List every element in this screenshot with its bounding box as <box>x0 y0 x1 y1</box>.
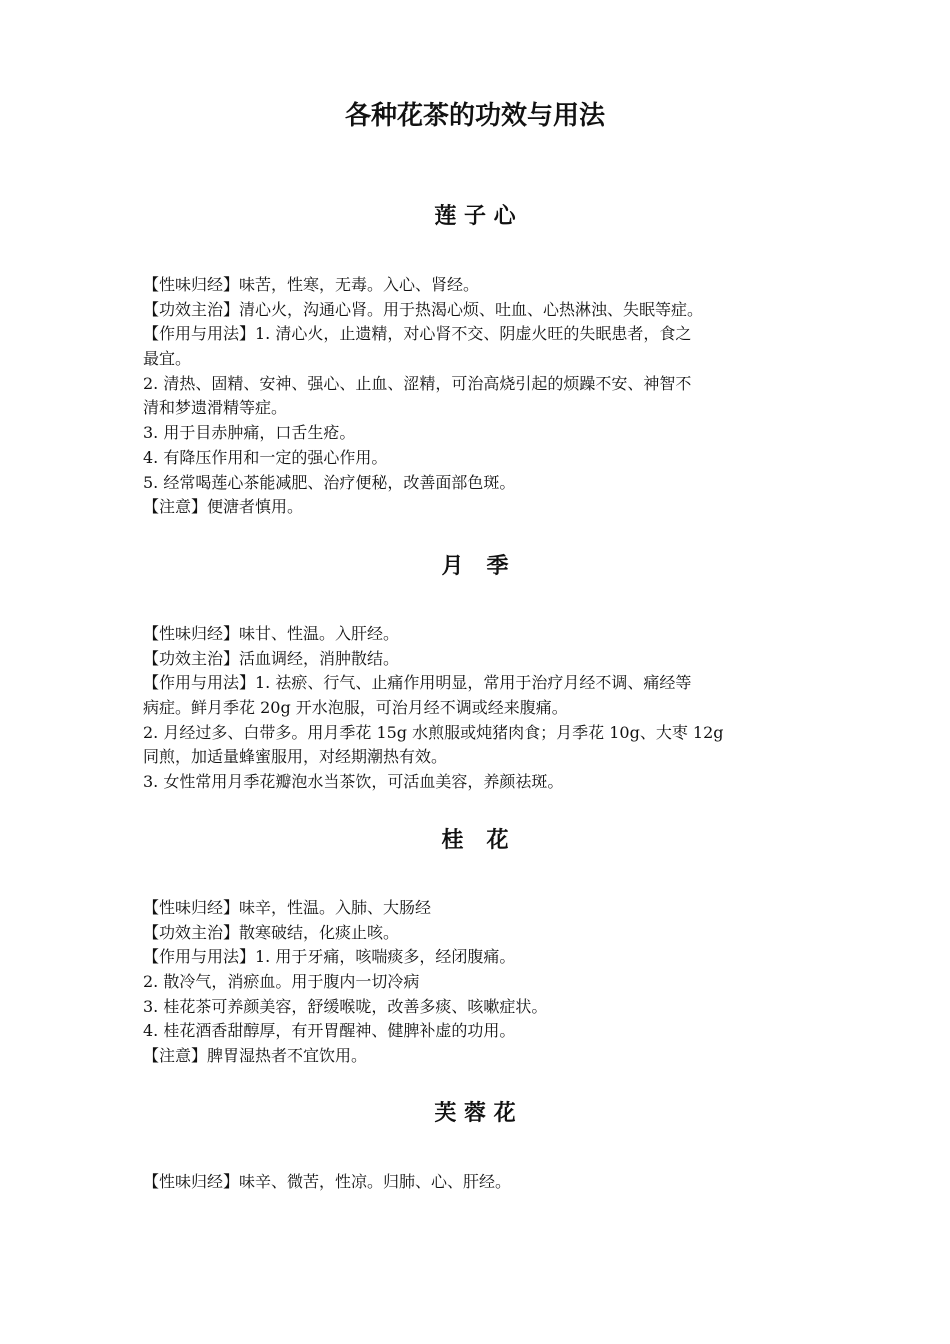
text-line: 2. 月经过多、白带多。用月季花 15g 水煎服或炖猪肉食；月季花 10g、大枣 12g <box>143 722 724 742</box>
text-line: 3. 用于目赤肿痛，口舌生疮。 <box>143 423 356 443</box>
text-line: 【功效主治】活血调经，消肿散结。 <box>143 648 400 668</box>
text-line: 【性味归经】味苦，性寒，无毒。入心、肾经。 <box>143 275 480 294</box>
text-line: 【功效主治】清心火，沟通心肾。用于热渴心烦、吐血、心热淋浊、失眠等症。 <box>143 299 704 319</box>
text-line: 2. 散冷气，消瘀血。用于腹内一切冷病 <box>143 972 420 992</box>
text-line: 【注意】脾胃湿热者不宜饮用。 <box>143 1046 368 1066</box>
text-line: 4. 桂花酒香甜醇厚，有开胃醒神、健脾补虚的功用。 <box>143 1021 516 1041</box>
text-line: 【注意】便溏者慎用。 <box>143 497 304 517</box>
document-title: 各种花茶的功效与用法 <box>344 101 605 131</box>
text-line: 清和梦遗滑精等症。 <box>143 398 288 418</box>
section-body-chinese-rose <box>143 622 811 795</box>
text-line: 同煎，加适量蜂蜜服用，对经期潮热有效。 <box>143 747 448 767</box>
text-line: 2. 清热、固精、安神、强心、止血、涩精，可治高烧引起的烦躁不安、神智不 <box>143 373 692 393</box>
text-line: 【性味归经】味辛、微苦，性凉。归肺、心、肝经。 <box>143 1172 512 1191</box>
section-body-osmanthus <box>143 896 811 1069</box>
section-heading-lotus-seed-heart: 莲 子 心 <box>434 204 516 229</box>
section-body-lotus-seed-heart <box>143 273 811 520</box>
text-line: 【性味归经】味甘、性温。入肝经。 <box>143 624 400 643</box>
text-line: 【功效主治】散寒破结，化痰止咳。 <box>143 922 400 942</box>
section-heading-chinese-rose: 月 季 <box>441 554 509 579</box>
text-line: 3. 桂花茶可养颜美容，舒缓喉咙，改善多痰、咳嗽症状。 <box>143 996 548 1016</box>
text-line: 【作用与用法】1. 祛瘀、行气、止痛作用明显，常用于治疗月经不调、痛经等 <box>143 673 692 693</box>
text-line: 病症。鲜月季花 20g 开水泡服，可治月经不调或经来腹痛。 <box>143 698 568 718</box>
section-body-cotton-rose <box>143 1170 811 1195</box>
text-line: 5. 经常喝莲心茶能减肥、治疗便秘，改善面部色斑。 <box>143 472 516 492</box>
text-line: 【作用与用法】1. 用于牙痛，咳喘痰多，经闭腹痛。 <box>143 947 516 967</box>
section-heading-cotton-rose: 芙 蓉 花 <box>434 1101 516 1126</box>
section-heading-osmanthus: 桂 花 <box>441 828 509 853</box>
text-line: 【性味归经】味辛，性温。入肺、大肠经 <box>143 898 432 917</box>
text-line: 4. 有降压作用和一定的强心作用。 <box>143 447 388 467</box>
text-line: 【作用与用法】1. 清心火，止遗精，对心肾不交、阴虚火旺的失眠患者，食之 <box>143 324 692 344</box>
text-line: 3. 女性常用月季花瓣泡水当茶饮，可活血美容，养颜祛斑。 <box>143 772 564 792</box>
text-line: 最宜。 <box>143 349 192 369</box>
